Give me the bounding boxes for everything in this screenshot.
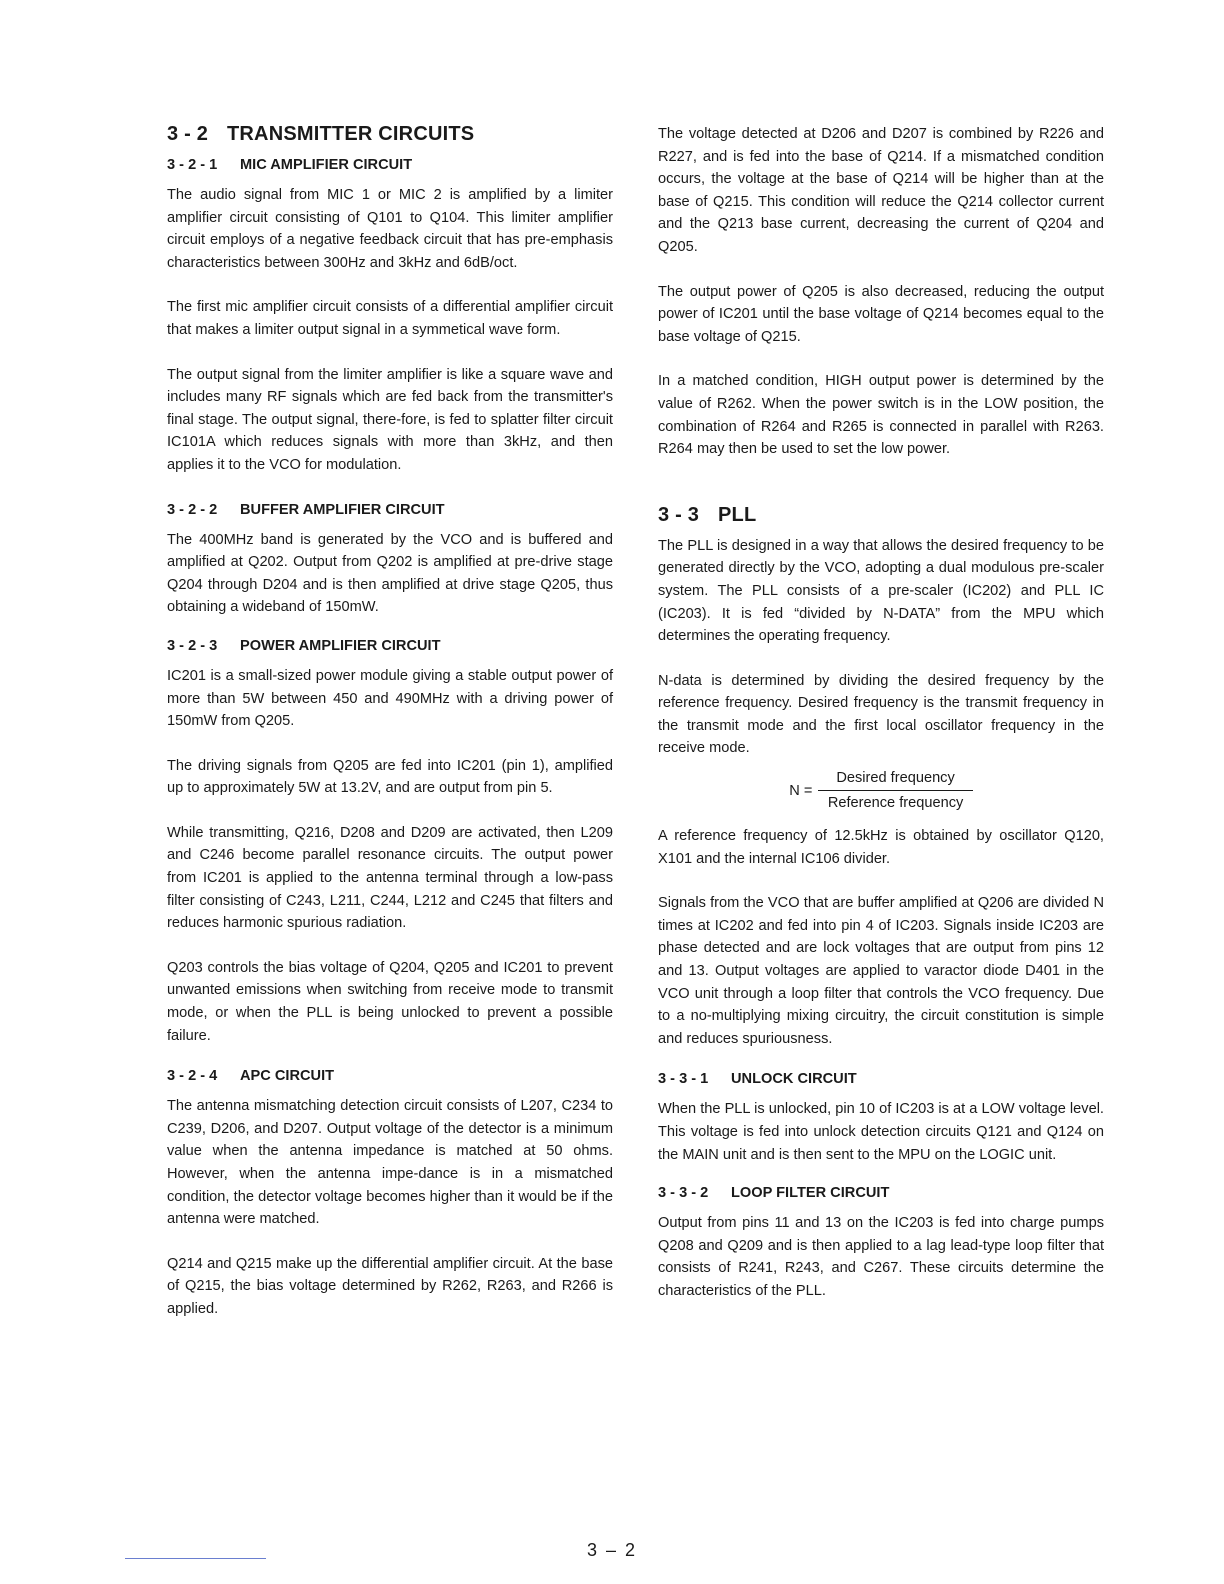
subsection-heading-apc-circuit bbox=[167, 1065, 613, 1087]
subsection-number: 3 - 2 - 3 bbox=[167, 637, 218, 654]
paragraph: N-data is determined by dividing the desired frequency by the reference frequency. Desired frequency is the transmit frequency in the transmit mode and the first local oscillator frequency in the receive mode. bbox=[658, 672, 1104, 757]
section-heading-transmitter-circuits bbox=[167, 120, 613, 148]
subsection-heading-mic-amplifier bbox=[167, 154, 613, 176]
paragraph: Output from pins 11 and 13 on the IC203 is fed into charge pumps Q208 and Q209 and is then applied to a lag lead-type loop filter that consists of R241, R243, and C267. These circuits determine the characteristics of the PLL. bbox=[658, 1215, 1104, 1299]
paragraph: Signals from the VCO that are buffer amplified at Q206 are divided N times at IC202 and fed into pin 4 of IC203. Signals inside IC203 are phase detected and are lock voltages that are output from pins 12 and 13. Output voltages are applied to varactor diode D401 in the VCO unit through a loop filter that controls the VCO frequency. Due to a no-multiplying mixing circuitry, the circuit constitution is simple and reduces spuriousness. bbox=[658, 895, 1104, 1047]
paragraph: Q214 and Q215 make up the differential amplifier circuit. At the base of Q215, the bias voltage determined by R262, R263, and R266 is applied. bbox=[167, 1255, 613, 1317]
section-title: TRANSMITTER CIRCUITS bbox=[227, 123, 475, 145]
paragraph: The output power of Q205 is also decreased, reducing the output power of IC201 until the base voltage of Q214 becomes equal to the base voltage of Q215. bbox=[658, 283, 1104, 345]
paragraph: The first mic amplifier circuit consists of a differential amplifier circuit that makes a limiter output signal in a symmetical wave form. bbox=[167, 299, 613, 338]
subsection-number: 3 - 3 - 2 bbox=[658, 1185, 709, 1202]
left-column bbox=[167, 120, 613, 1321]
subsection-heading-unlock-circuit bbox=[658, 1068, 1104, 1090]
paragraph: The antenna mismatching detection circuit consists of L207, C234 to C239, D206, and D207. Output voltage of the detector is a minimum value when the antenna impedance is matched at 50 ohms. However, when the antenna impe-dance is in a mismatched condition, the detector voltage becomes higher than it would be if the antenna were matched. bbox=[167, 1098, 613, 1228]
n-formula bbox=[658, 768, 1104, 813]
subsection-number: 3 - 2 - 2 bbox=[167, 501, 218, 518]
paragraph: A reference frequency of 12.5kHz is obtained by oscillator Q120, X101 and the internal IC106 divider. bbox=[658, 828, 1104, 867]
subsection-number: 3 - 2 - 1 bbox=[167, 157, 218, 173]
subsection-heading-loop-filter bbox=[658, 1182, 1104, 1204]
section-title: PLL bbox=[718, 503, 757, 526]
paragraph: The PLL is designed in a way that allows the desired frequency to be generated directly by the VCO, adopting a dual modulous pre-scaler system. The PLL consists of a pre-scaler (IC202) and PLL IC (IC203). It is fed “divided by N-DATA” from the MPU which determines the operating frequency. bbox=[658, 537, 1104, 645]
subsection-title: POWER AMPLIFIER CIRCUIT bbox=[240, 637, 441, 654]
paragraph: The driving signals from Q205 are fed into IC201 (pin 1), amplified up to approximately 5W at 13.2V, and are output from pin 5. bbox=[167, 757, 613, 797]
footer-rule bbox=[125, 1558, 266, 1559]
paragraph: The audio signal from MIC 1 or MIC 2 is amplified by a limiter amplifier circuit consisting of Q101 to Q104. This limiter amplifier circuit employs of a negative feedback circuit that has pre-emphasis characteristics between 300Hz and 3kHz and 6dB/oct. bbox=[167, 187, 613, 271]
subsection-title: LOOP FILTER CIRCUIT bbox=[731, 1185, 890, 1202]
paragraph: In a matched condition, HIGH output power is determined by the value of R262. When the power switch is in the LOW position, the combination of R264 and R265 is connected in parallel with R263. R264 may then be used to set the low power. bbox=[658, 373, 1104, 458]
subsection-title: APC CIRCUIT bbox=[240, 1068, 335, 1085]
paragraph: When the PLL is unlocked, pin 10 of IC203 is at a LOW voltage level. This voltage is fed into unlock detection circuits Q121 and Q124 on the MAIN unit and is then sent to the MPU on the LOGIC unit. bbox=[658, 1101, 1104, 1163]
section-number: 3 - 3 bbox=[658, 503, 700, 526]
paragraph: IC201 is a small-sized power module giving a stable output power of more than 5W between 450 and 490MHz with a driving power of 150mW from Q205. bbox=[167, 667, 613, 730]
page-number: 3 – 2 bbox=[586, 1540, 638, 1560]
paragraph: The voltage detected at D206 and D207 is combined by R226 and R227, and is fed into the base of Q214. If a mismatched condition occurs, the voltage at the base of Q214 will be higher than at the base of Q215. This condition will reduce the Q214 collector current and the Q213 base current, decreasing the current of Q204 and Q205. bbox=[658, 126, 1104, 255]
section-number: 3 - 2 bbox=[167, 123, 209, 145]
right-column bbox=[658, 123, 1104, 1303]
subsection-number: 3 - 3 - 1 bbox=[658, 1071, 709, 1088]
paragraph: While transmitting, Q216, D208 and D209 are activated, then L209 and C246 become parallel resonance circuits. The output power from IC201 is applied to the antenna terminal through a low-pass filter consisting of C243, L211, C244, L212 and C245 that filters and reduces harmonic spurious radiation. bbox=[167, 824, 613, 932]
formula-numerator: Desired frequency bbox=[818, 768, 972, 791]
formula-denominator: Reference frequency bbox=[827, 795, 964, 812]
formula-fraction bbox=[818, 768, 972, 813]
subsection-heading-power-amplifier bbox=[167, 635, 613, 657]
subsection-number: 3 - 2 - 4 bbox=[167, 1068, 218, 1085]
paragraph: Q203 controls the bias voltage of Q204, Q205 and IC201 to prevent unwanted emissions when switching from receive mode to transmit mode, or when the PLL is being unlocked to prevent a possible failure. bbox=[167, 959, 613, 1044]
formula-lhs: N = bbox=[789, 782, 813, 799]
subsection-title: UNLOCK CIRCUIT bbox=[731, 1071, 857, 1088]
subsection-title: MIC AMPLIFIER CIRCUIT bbox=[240, 157, 413, 173]
paragraph: The 400MHz band is generated by the VCO and is buffered and amplified at Q202. Output from Q202 is amplified at pre-drive stage Q204 through D204 and is then amplified at drive stage Q205, thus obtaining a wideband of 150mW. bbox=[167, 531, 613, 616]
section-heading-pll bbox=[658, 501, 1104, 529]
subsection-heading-buffer-amplifier bbox=[167, 499, 613, 521]
paragraph: The output signal from the limiter amplifier is like a square wave and includes many RF signals which are fed back from the transmitter's final stage. The output signal, there-fore, is fed to splatter filter circuit IC101A which reduces signals with more than 3kHz, and then applies it to the VCO for modulation. bbox=[167, 366, 613, 473]
subsection-title: BUFFER AMPLIFIER CIRCUIT bbox=[240, 501, 445, 518]
